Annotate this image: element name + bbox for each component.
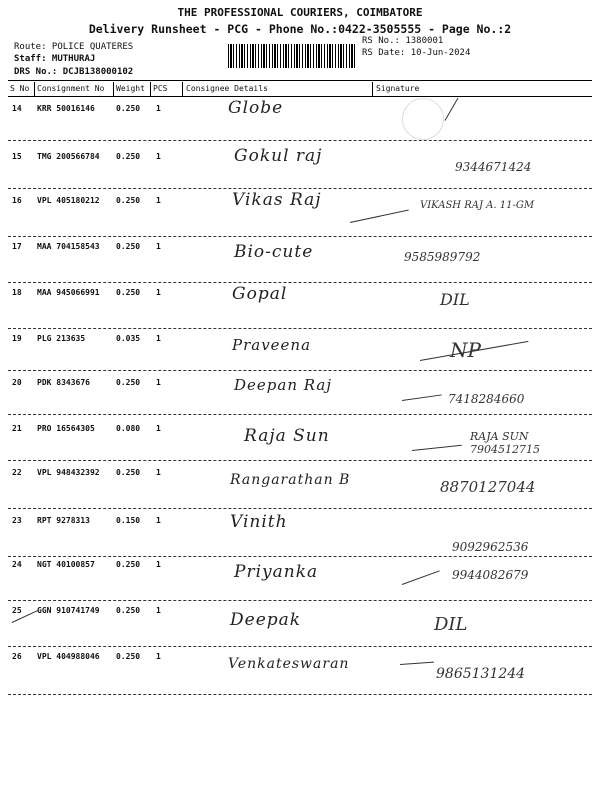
col-sep: [34, 82, 35, 96]
row-sno: 18: [12, 288, 22, 297]
drs-number: DRS No.: DCJB138000102: [14, 67, 134, 77]
row-signature: 8870127044: [440, 478, 536, 496]
row-consignment: PLG 213635: [37, 334, 86, 343]
row-divider: [8, 600, 592, 601]
row-signature: 9865131244: [436, 666, 526, 682]
row-weight: 0.250: [116, 196, 141, 205]
row-signature: 9092962536: [452, 540, 529, 554]
signature-stroke: [412, 445, 462, 451]
row-weight: 0.250: [116, 606, 141, 615]
row-pcs: 1: [156, 468, 161, 477]
row-sno: 25: [12, 606, 22, 615]
row-consignee: Gokul raj: [234, 146, 323, 166]
col-signature: Signature: [376, 84, 420, 93]
row-sno: 24: [12, 560, 22, 569]
row-divider: [8, 460, 592, 461]
row-pcs: 1: [156, 378, 161, 387]
row-consignee: Vikas Raj: [232, 190, 322, 210]
company-title: THE PROFESSIONAL COURIERS, COIMBATORE: [177, 6, 423, 19]
signature-stroke: [445, 98, 459, 121]
row-divider: [8, 282, 592, 283]
row-sno: 23: [12, 516, 22, 525]
row-sno: 26: [12, 652, 22, 661]
staff-label: Staff: MUTHURAJ: [14, 54, 96, 64]
row-weight: 0.035: [116, 334, 141, 343]
signature-stroke: [402, 570, 440, 585]
row-pcs: 1: [156, 104, 161, 113]
row-divider: [8, 328, 592, 329]
row-divider: [8, 646, 592, 647]
row-pcs: 1: [156, 652, 161, 661]
row-consignment: MAA 704158543: [37, 242, 100, 251]
signature-stroke: [400, 662, 434, 665]
row-weight: 0.250: [116, 242, 141, 251]
row-consignee: Deepan Raj: [234, 376, 332, 394]
row-weight: 0.250: [116, 378, 141, 387]
row-weight: 0.250: [116, 152, 141, 161]
row-divider: [8, 508, 592, 509]
row-consignment: VPL 404988046: [37, 652, 100, 661]
row-signature: VIKASH RAJ A. 11-GM: [420, 200, 535, 211]
row-divider: [8, 370, 592, 371]
row-pcs: 1: [156, 424, 161, 433]
rs-number: RS No.: 1380001: [362, 36, 444, 46]
col-consignment: Consignment No: [37, 84, 105, 93]
row-divider: [8, 414, 592, 415]
row-pcs: 1: [156, 242, 161, 251]
row-weight: 0.150: [116, 516, 141, 525]
row-weight: 0.250: [116, 468, 141, 477]
row-sno: 17: [12, 242, 22, 251]
row-consignment: KRR 50016146: [37, 104, 95, 113]
row-divider: [8, 694, 592, 695]
row-consignment: RPT 9278313: [37, 516, 90, 525]
row-signature: 7418284660: [448, 392, 525, 406]
row-signature: NP: [450, 338, 481, 362]
route-label: Route: POLICE QUATERES: [14, 42, 134, 52]
row-consignment: MAA 945066991: [37, 288, 100, 297]
row-weight: 0.250: [116, 288, 141, 297]
row-signature: DIL: [440, 290, 470, 309]
row-consignment: VPL 948432392: [37, 468, 100, 477]
barcode: [228, 44, 356, 68]
col-sep: [372, 82, 373, 96]
col-sep: [182, 82, 183, 96]
row-consignment: PRO 16564305: [37, 424, 95, 433]
row-consignment: VPL 405180212: [37, 196, 100, 205]
header-bottom-rule: [8, 96, 592, 97]
row-consignee: Raja Sun: [244, 426, 330, 446]
col-pcs: PCS: [153, 84, 168, 93]
row-consignee: Vinith: [230, 512, 288, 532]
row-signature: RAJA SUN 7904512715: [470, 430, 540, 456]
office-stamp: [402, 98, 444, 140]
row-signature: 9944082679: [452, 568, 529, 582]
row-weight: 0.250: [116, 652, 141, 661]
row-consignee: Gopal: [232, 284, 288, 304]
row-pcs: 1: [156, 152, 161, 161]
col-weight: Weight: [116, 84, 145, 93]
row-signature: 9585989792: [404, 250, 481, 264]
row-consignment: TMG 200566784: [37, 152, 100, 161]
row-consignee: Deepak: [230, 610, 302, 630]
row-pcs: 1: [156, 560, 161, 569]
row-divider: [8, 556, 592, 557]
row-sno: 21: [12, 424, 22, 433]
row-consignee: Globe: [228, 98, 284, 118]
row-consignment: GGN 910741749: [37, 606, 100, 615]
col-consignee: Consignee Details: [186, 84, 268, 93]
row-divider: [8, 188, 592, 189]
signature-stroke: [350, 210, 409, 223]
row-sno: 14: [12, 104, 22, 113]
row-pcs: 1: [156, 516, 161, 525]
row-divider: [8, 140, 592, 141]
row-pcs: 1: [156, 196, 161, 205]
header-top-rule: [8, 80, 592, 81]
row-sno: 20: [12, 378, 22, 387]
row-signature: DIL: [434, 614, 468, 635]
row-consignee: Bio-cute: [234, 242, 314, 262]
row-pcs: 1: [156, 334, 161, 343]
row-pcs: 1: [156, 288, 161, 297]
rs-date: RS Date: 10-Jun-2024: [362, 48, 471, 58]
row-consignee: Praveena: [232, 336, 312, 354]
row-divider: [8, 236, 592, 237]
row-sno: 16: [12, 196, 22, 205]
row-weight: 0.250: [116, 560, 141, 569]
row-weight: 0.080: [116, 424, 141, 433]
col-sep: [113, 82, 114, 96]
row-sno: 22: [12, 468, 22, 477]
row-sno: 15: [12, 152, 22, 161]
row-sno: 19: [12, 334, 22, 343]
row-consignment: PDK 8343676: [37, 378, 90, 387]
col-sep: [150, 82, 151, 96]
row-signature: 9344671424: [455, 160, 532, 174]
row-consignee: Priyanka: [234, 562, 319, 582]
row-consignment: NGT 40100857: [37, 560, 95, 569]
row-consignee: Rangarathan B: [230, 472, 351, 488]
runsheet-subtitle: Delivery Runsheet - PCG - Phone No.:0422-3505555 - Page No.:2: [88, 22, 512, 36]
row-weight: 0.250: [116, 104, 141, 113]
signature-stroke: [402, 394, 442, 401]
row-consignee: Venkateswaran: [228, 656, 350, 672]
col-sno: S No: [10, 84, 30, 93]
row-pcs: 1: [156, 606, 161, 615]
